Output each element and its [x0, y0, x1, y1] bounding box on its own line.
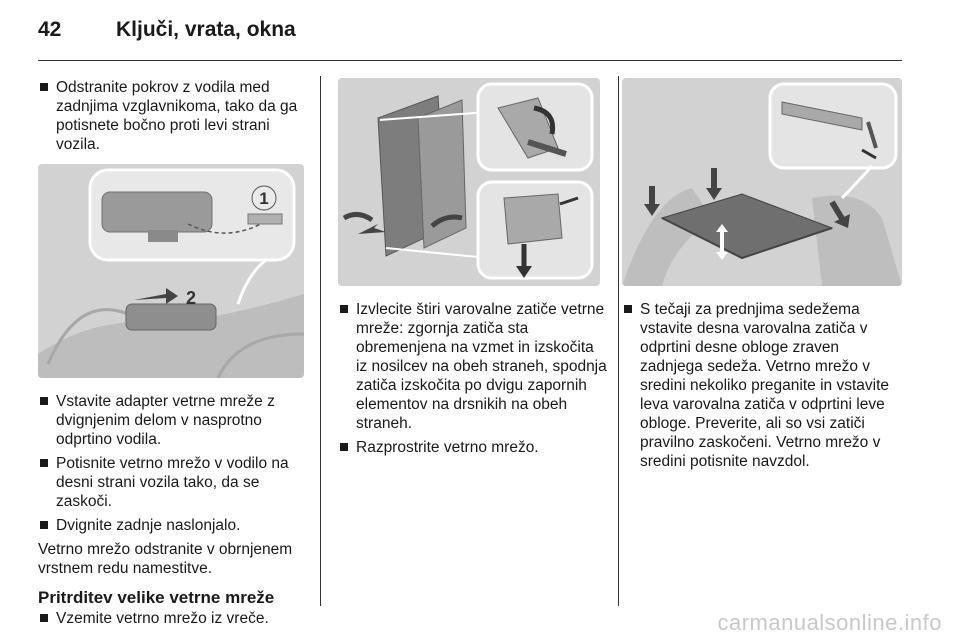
header-rule — [38, 60, 902, 61]
instruction-step: Vstavite adapter vetrne mreže z dvignjenim delom v nasprotno odprtino vodila. — [38, 392, 308, 449]
illustration-mirror-guide — [38, 164, 304, 378]
instruction-step: Izvlecite štiri varovalne zatiče vetrne mreže: zgornja zatiča sta obremenjena na vzmet in izskočita iz nosilcev na obeh straneh, spodnja zatiča izskočita po dvigu zapornih elementov na drsnikih na obeh straneh. — [338, 300, 608, 433]
instruction-step: Razprostrite vetrno mrežo. — [338, 438, 608, 457]
illustration-svg — [622, 78, 902, 286]
column-3 — [622, 78, 904, 476]
illustration-svg — [38, 164, 304, 378]
column-1 — [38, 78, 308, 633]
instruction-step: Potisnite vetrno mrežo v vodilo na desni strani vozila tako, da se zaskoči. — [38, 454, 308, 511]
instruction-step: Dvignite zadnje naslonjalo. — [38, 516, 308, 535]
paragraph: Vetrno mrežo odstranite v obrnjenem vrstnem redu namestitve. — [38, 541, 293, 577]
section-heading: Pritrditev velike vetrne mreže — [38, 588, 275, 607]
illustration-deflector-installed — [622, 78, 902, 286]
instruction-step: S tečaji za prednjima sedežema vstavite desna varovalna zatiča v odprtini desne obloge zraven zadnjega sedeža. Vetrno mrežo v sredini nekoliko preganite in vstavite leva varovalna zatiča v odprtini leve obloge. Preverite, ali so vsi zatiči pravilno zaskočeni. Vetrno mrežo v sredini potisnite navzdol. — [622, 300, 904, 471]
column-divider-1 — [320, 76, 321, 606]
watermark: carmanualsonline.info — [717, 610, 942, 635]
column-divider-2 — [618, 76, 619, 606]
illustration-svg — [338, 78, 600, 286]
instruction-step: Odstranite pokrov z vodila med zadnjima vzglavnikoma, tako da ga potisnete bočno proti levi strani vozila. — [38, 78, 308, 154]
column-2 — [338, 78, 608, 462]
chapter-title: Ključi, vrata, okna — [116, 18, 296, 41]
callout-2: 2 — [186, 288, 197, 308]
illustration-wind-deflector-pins — [338, 78, 600, 286]
page-header — [38, 18, 296, 50]
page-number: 42 — [38, 18, 62, 41]
callout-1: 1 — [259, 189, 269, 208]
instruction-step: Vzemite vetrno mrežo iz vreče. — [38, 609, 308, 628]
